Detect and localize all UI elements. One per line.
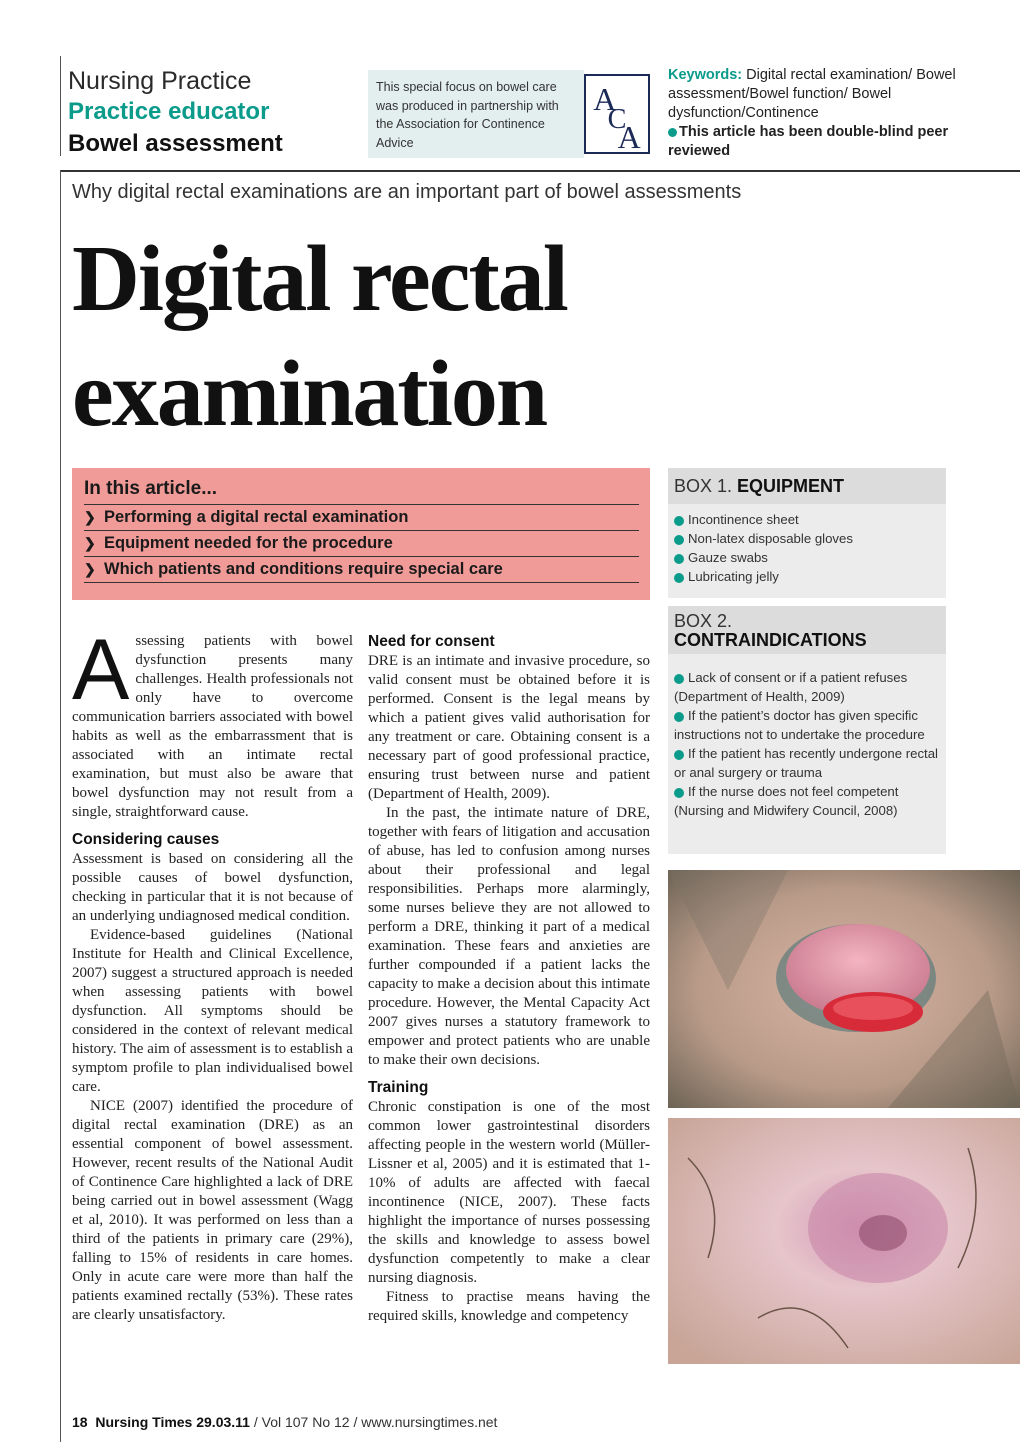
box-title: EQUIPMENT: [737, 476, 845, 496]
box-list: [668, 654, 946, 820]
body-column-1: [72, 622, 353, 1325]
list-item: [674, 548, 940, 567]
list-item: [674, 668, 940, 706]
sub-section-label: Practice educator: [68, 98, 270, 125]
box-title: CONTRAINDICATIONS: [674, 630, 867, 650]
list-item-text: If the patient has recently undergone rectal or anal surgery or trauma: [674, 746, 938, 780]
header-rule: [60, 56, 61, 156]
intro-paragraph: [72, 622, 353, 822]
strapline: Why digital rectal examinations are an important part of bowel assessments: [72, 181, 742, 203]
page-number: 18: [72, 1414, 88, 1430]
body-column-2: [368, 632, 650, 1326]
bullet-icon: [674, 750, 684, 760]
box-equipment: [668, 468, 946, 598]
bullet-icon: [674, 535, 684, 545]
list-item-text: If the nurse does not feel competent (Nursing and Midwifery Council, 2008): [674, 784, 899, 818]
subheading: Training: [368, 1079, 429, 1096]
list-item: [674, 567, 940, 586]
list-item: [674, 782, 940, 820]
list-item: [674, 744, 940, 782]
article-item: [84, 531, 639, 557]
bullet-icon: [674, 573, 684, 583]
paragraph: NICE (2007) identified the procedure of digital rectal examination (DRE) as an essential component of bowel assessment. However, recent results of the National Audit of Continence Care highlighted a lack of DRE being carried out in bowel assessment (Wagg et al, 2010). It was performed on less than a third of the patients in primary care (29%), falling to 15% of residents in care homes. Only in acute care were more than half the patients examined rectally (53%). These rates are clearly unsatisfactory.: [72, 1098, 353, 1323]
chevron-right-icon: ❯: [84, 561, 96, 577]
article-item-label: Equipment needed for the procedure: [104, 534, 393, 552]
list-item-text: If the patient’s doctor has given specific instructions not to undertake the procedure: [674, 708, 925, 742]
svg-text:A: A: [617, 119, 641, 152]
clinical-photo-1: [668, 870, 1020, 1108]
clinical-photo-2: [668, 1118, 1020, 1364]
headline-line-2: examination: [72, 342, 547, 446]
list-item: [674, 529, 940, 548]
box-number: BOX 2.: [674, 611, 733, 631]
review-note: This article has been double-blind peer reviewed: [668, 124, 949, 159]
left-rule: [60, 170, 61, 1442]
issue-info: / Vol 107 No 12 / www.nursingtimes.net: [249, 1414, 498, 1430]
svg-text:A: A: [593, 82, 617, 118]
paragraph: Assessment is based on considering all the possible causes of bowel dysfunction, checking in particular that it is not because of an underlying undiagnosed medical condition.: [72, 851, 353, 924]
chevron-right-icon: ❯: [84, 535, 96, 551]
partner-note: This special focus on bowel care was produced in partnership with the Association for Continence Advice: [368, 70, 584, 158]
list-item: [674, 510, 940, 529]
bullet-icon: [674, 674, 684, 684]
keywords-block: [668, 66, 968, 161]
aca-logo: [584, 74, 650, 154]
section-label: Nursing Practice: [68, 67, 252, 95]
list-item: [674, 706, 940, 744]
list-item-text: Lack of consent or if a patient refuses (Department of Health, 2009): [674, 670, 908, 704]
in-this-article-title: In this article...: [84, 478, 639, 505]
box-header: [668, 468, 946, 504]
article-item-label: Which patients and conditions require special care: [104, 560, 503, 578]
article-item: [84, 557, 639, 583]
keywords-label: Keywords:: [668, 67, 743, 83]
page-footer: [72, 1414, 497, 1430]
box-list: [668, 504, 946, 586]
list-item-text: Gauze swabs: [688, 550, 768, 565]
top-rule: [60, 170, 1020, 172]
publication-name: Nursing Times 29.03.11: [95, 1414, 250, 1430]
bullet-icon: [674, 554, 684, 564]
paragraph: Evidence-based guidelines (National Institute for Health and Clinical Excellence, 2007) suggest a structured approach is needed when assessing patients with bowel dysfunction. All symptoms should be considered in the context of relevant medical history. The aim of assessment is to establish a symptom profile to plan individualised bowel care.: [72, 927, 353, 1095]
keywords-text: Digital rectal examination/ Bowel assessment/Bowel function/ Bowel dysfunction/Continence: [668, 67, 956, 121]
list-item-text: Lubricating jelly: [688, 569, 779, 584]
topic-label: Bowel assessment: [68, 130, 283, 157]
paragraph: In the past, the intimate nature of DRE, together with fears of litigation and accusation of abuse, has led to confusion among nurses about their professional and legal responsibilities. Perhaps more alarmingly, some nurses believe they are not allowed to perform a DRE, thinking it part of a medical examination. These fears and anxieties are further compounded if a patient lacks the capacity to make a decision about this intimate procedure. However, the Mental Capacity Act 2007 gives nurses a statutory framework to empower and protect patients who are unable to make their own decisions.: [368, 805, 650, 1068]
bullet-icon: [674, 516, 684, 526]
drop-cap: A: [72, 622, 130, 718]
list-item-text: Non-latex disposable gloves: [688, 531, 853, 546]
headline: [72, 222, 567, 452]
bullet-icon: [674, 788, 684, 798]
paragraph: Fitness to practise means having the required skills, knowledge and competency: [368, 1289, 650, 1324]
section-header: [68, 66, 368, 160]
paragraph: DRE is an intimate and invasive procedure, so valid consent must be obtained before it is performed. Consent is the legal means by which a patient gives valid authorisation for any treatment or care. Obtaining consent is a necessary part of good professional practice, ensuring trust between nurse and patient (Department of Health, 2009).: [368, 653, 650, 802]
subheading: Need for consent: [368, 633, 495, 650]
box-number: BOX 1.: [674, 476, 733, 496]
headline-line-1: Digital rectal: [72, 227, 567, 331]
intro-text: ssessing patients with bowel dysfunction presents many challenges. Health professionals not only have to overcome communication barriers associated with bowel habits as well as the embarrassment that is associated with an intimate rectal examination, but must also be aware that bowel dysfunction may not result from a single, straightforward cause.: [72, 633, 353, 820]
bullet-icon: [674, 712, 684, 722]
paragraph: Chronic constipation is one of the most common lower gastrointestinal disorders affecting people in the western world (Müller-Lissner et al, 2005) and it is estimated that 1-10% of adults are affected with faecal incontinence (NICE, 2007). These facts highlight the importance of nurses possessing the skills and knowledge to assess bowel dysfunction competently to make a clear nursing diagnosis.: [368, 1099, 650, 1286]
in-this-article-box: [72, 468, 650, 600]
subheading: Considering causes: [72, 831, 220, 848]
article-item: [84, 505, 639, 531]
article-item-label: Performing a digital rectal examination: [104, 508, 409, 526]
svg-text:C: C: [607, 104, 627, 136]
box-contraindications: [668, 606, 946, 854]
bullet-icon: [668, 128, 677, 137]
box-header: [668, 606, 946, 654]
list-item-text: Incontinence sheet: [688, 512, 799, 527]
chevron-right-icon: ❯: [84, 509, 96, 525]
